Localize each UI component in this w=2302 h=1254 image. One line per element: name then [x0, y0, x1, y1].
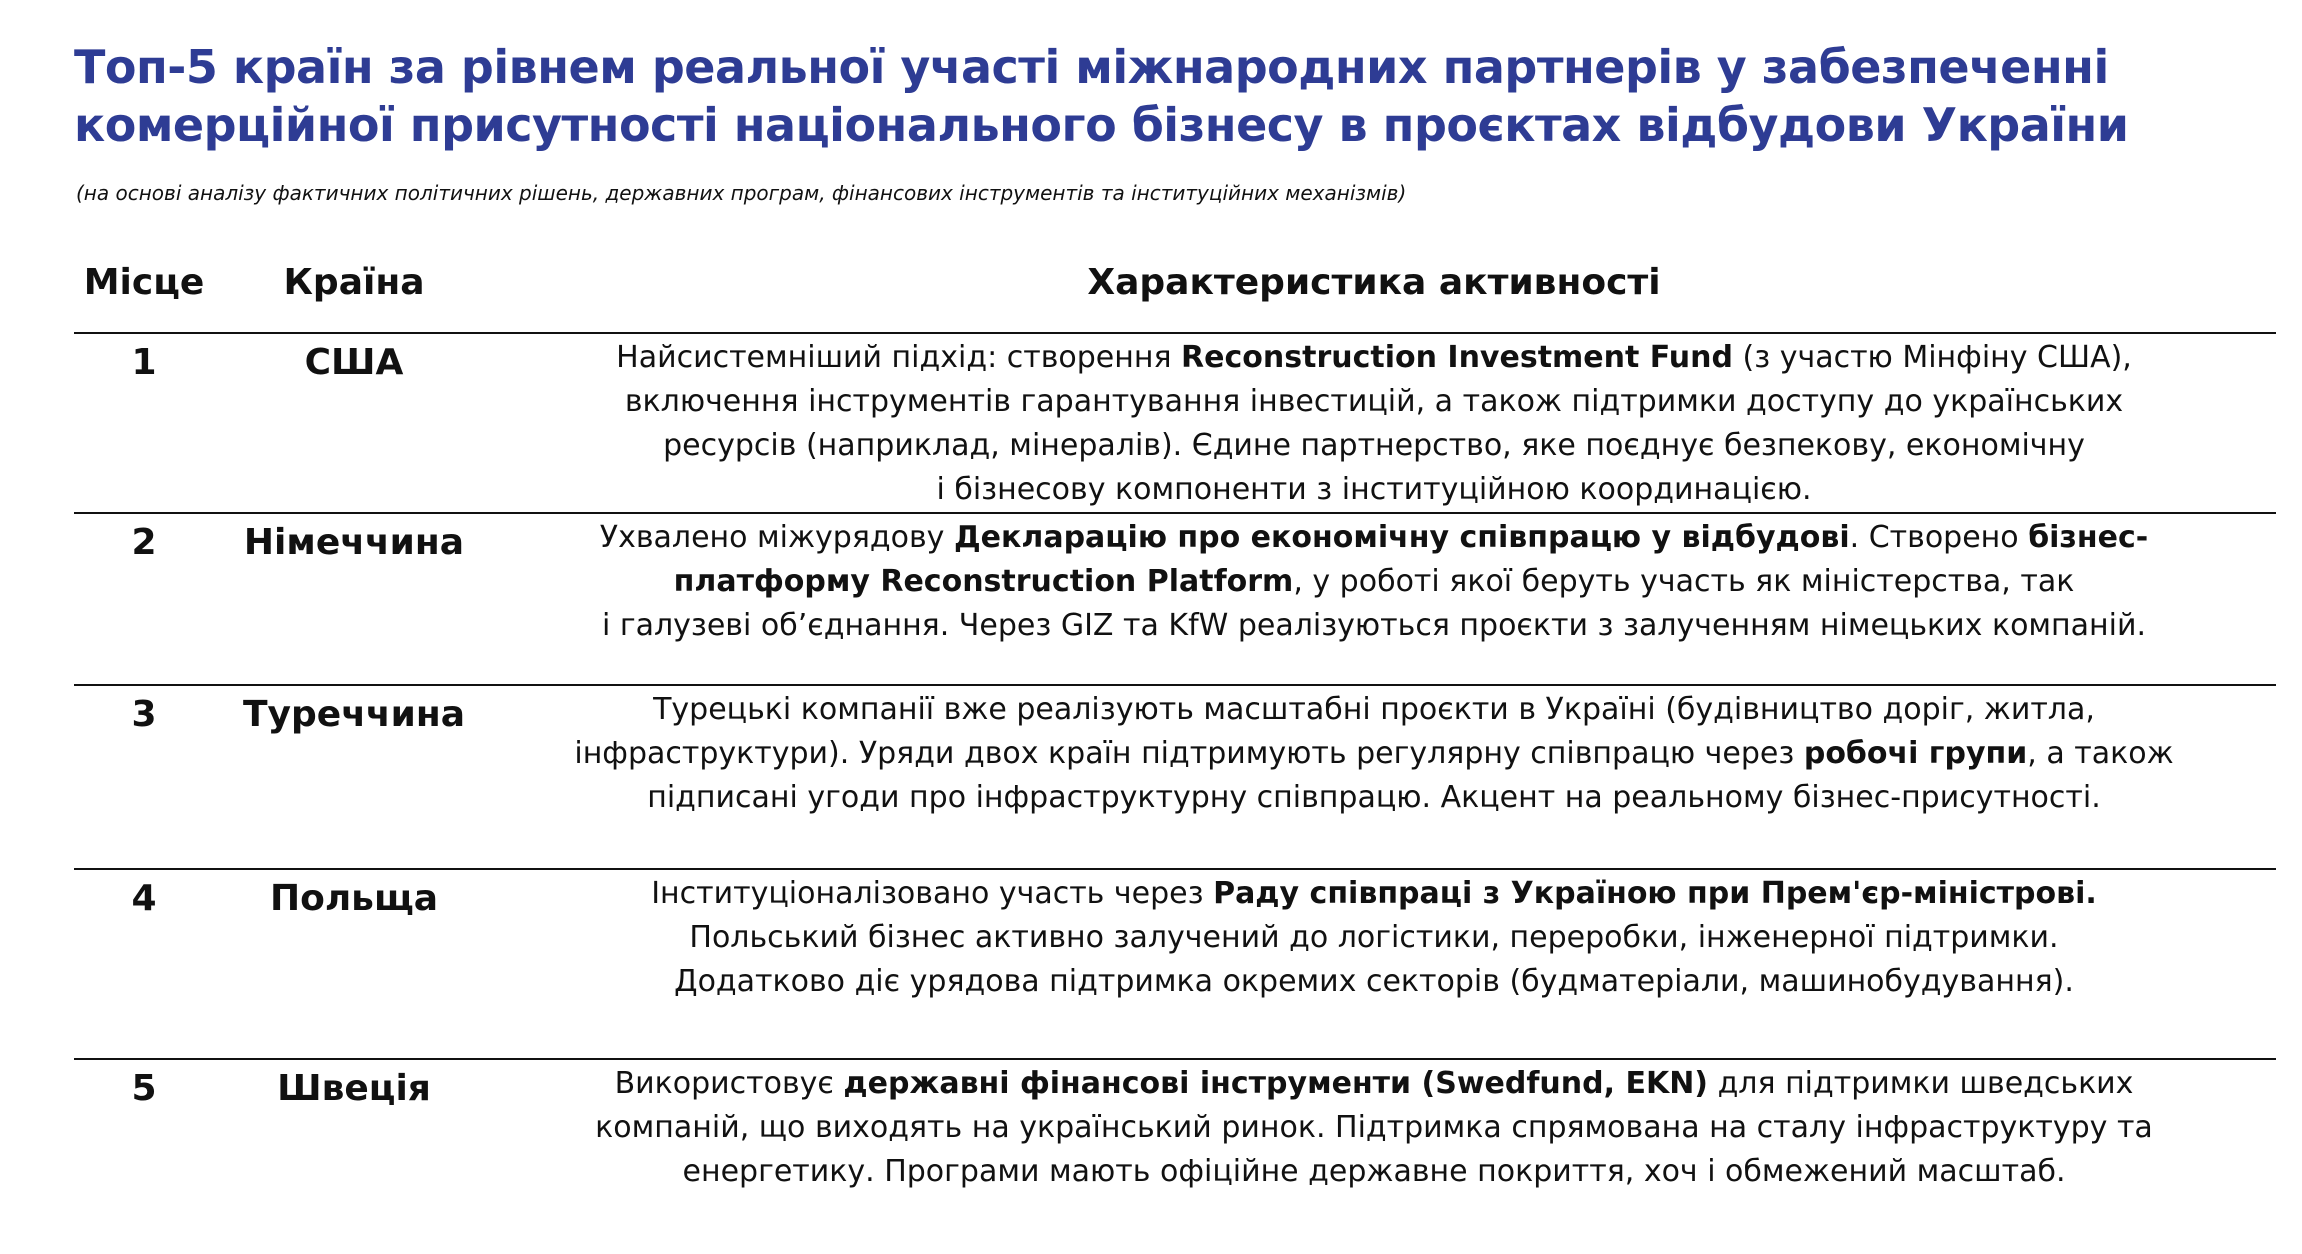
column-header-place: Місце: [83, 262, 205, 303]
description-text: Використовує: [614, 1066, 844, 1101]
description-text: , а також: [2027, 736, 2174, 771]
description-line: підписані угоди про інфраструктурну співпрацю. Акцент на реальному бізнес-присутності.: [647, 780, 2101, 815]
table-row: [74, 868, 2276, 1058]
description-cell: [514, 336, 2234, 512]
column-header-country: Країна: [283, 262, 425, 303]
table-row: [74, 684, 2276, 868]
description-line: [514, 1062, 2234, 1106]
country-cell: Польща: [269, 878, 439, 919]
table-row: [74, 1058, 2276, 1230]
place-cell: 2: [131, 522, 157, 563]
table-row: [74, 512, 2276, 684]
description-line: ресурсів (наприклад, мінералів). Єдине партнерство, яке поєднує безпекову, економічну: [663, 428, 2085, 463]
country-cell: США: [304, 342, 404, 383]
description-text: (з участю Мінфіну США),: [1732, 340, 2132, 375]
column-header-description: Характеристика активності: [1087, 262, 1661, 303]
description-text: інфраструктури). Уряди двох країн підтримують регулярну співпрацю через: [574, 736, 1804, 771]
description-line: і бізнесову компоненти з інституційною координацією.: [936, 472, 1812, 507]
description-line: і галузеві об’єднання. Через GIZ та KfW реалізуються проєкти з залученням німецьких компаній.: [601, 608, 2147, 643]
title-line-2: комерційної присутності національного бізнесу в проєктах відбудови України: [74, 98, 2129, 152]
description-text: . Створено: [1849, 520, 2029, 555]
description-highlight: Декларацію про економічну співпрацю у відбудові: [953, 520, 1850, 555]
description-cell: [514, 688, 2234, 820]
description-highlight: робочі групи: [1803, 736, 2028, 771]
description-cell: [514, 516, 2234, 648]
page-title: [74, 38, 2254, 154]
place-cell: 1: [131, 342, 157, 383]
place-cell: 4: [131, 878, 157, 919]
description-cell: [514, 1062, 2234, 1194]
description-line: включення інструментів гарантування інвестицій, а також підтримки доступу до українських: [624, 384, 2124, 419]
description-line: енергетику. Програми мають офіційне державне покриття, хоч і обмежений масштаб.: [682, 1154, 2066, 1189]
description-cell: [514, 872, 2234, 1004]
description-highlight: платформу Reconstruction Platform: [673, 564, 1294, 599]
table-row: [74, 332, 2276, 512]
country-cell: Туреччина: [242, 694, 466, 735]
description-line: Додатково діє урядова підтримка окремих секторів (будматеріали, машинобудування).: [674, 964, 2074, 999]
description-text: для підтримки шведських: [1708, 1066, 2134, 1101]
description-text: Інституціоналізовано участь через: [651, 876, 1214, 911]
description-line: [514, 336, 2234, 380]
ranking-table: [74, 250, 2276, 1230]
description-line: Турецькі компанії вже реалізують масштабні проєкти в Україні (будівництво доріг, житла,: [653, 692, 2095, 727]
description-highlight: бізнес-: [2028, 520, 2149, 555]
subtitle: (на основі аналізу фактичних політичних рішень, державних програм, фінансових інструментів та інституційних механізмів): [76, 181, 1407, 205]
description-text: , у роботі якої беруть участь як міністерства, так: [1293, 564, 2075, 599]
description-line: Польський бізнес активно залучений до логістики, переробки, інженерної підтримки.: [689, 920, 2059, 955]
country-cell: Німеччина: [243, 522, 465, 563]
title-line-1: Топ-5 країн за рівнем реальної участі міжнародних партнерів у забезпеченні: [74, 40, 2109, 94]
description-line: [514, 560, 2234, 604]
description-line: [514, 732, 2234, 776]
description-highlight: Раду співпраці з Україною при Прем'єр-міністрові.: [1213, 876, 2097, 911]
country-cell: Швеція: [277, 1068, 431, 1109]
description-line: [514, 516, 2234, 560]
description-line: [514, 872, 2234, 916]
description-line: компаній, що виходять на український ринок. Підтримка спрямована на сталу інфраструктуру та: [595, 1110, 2153, 1145]
place-cell: 3: [131, 694, 157, 735]
place-cell: 5: [131, 1068, 157, 1109]
description-highlight: Reconstruction Investment Fund: [1181, 340, 1733, 375]
description-highlight: державні фінансові інструменти (Swedfund, EKN): [843, 1066, 1709, 1101]
description-text: Ухвалено міжурядову: [599, 520, 954, 555]
description-text: Найсистемніший підхід: створення: [616, 340, 1182, 375]
table-header: [74, 250, 2276, 332]
